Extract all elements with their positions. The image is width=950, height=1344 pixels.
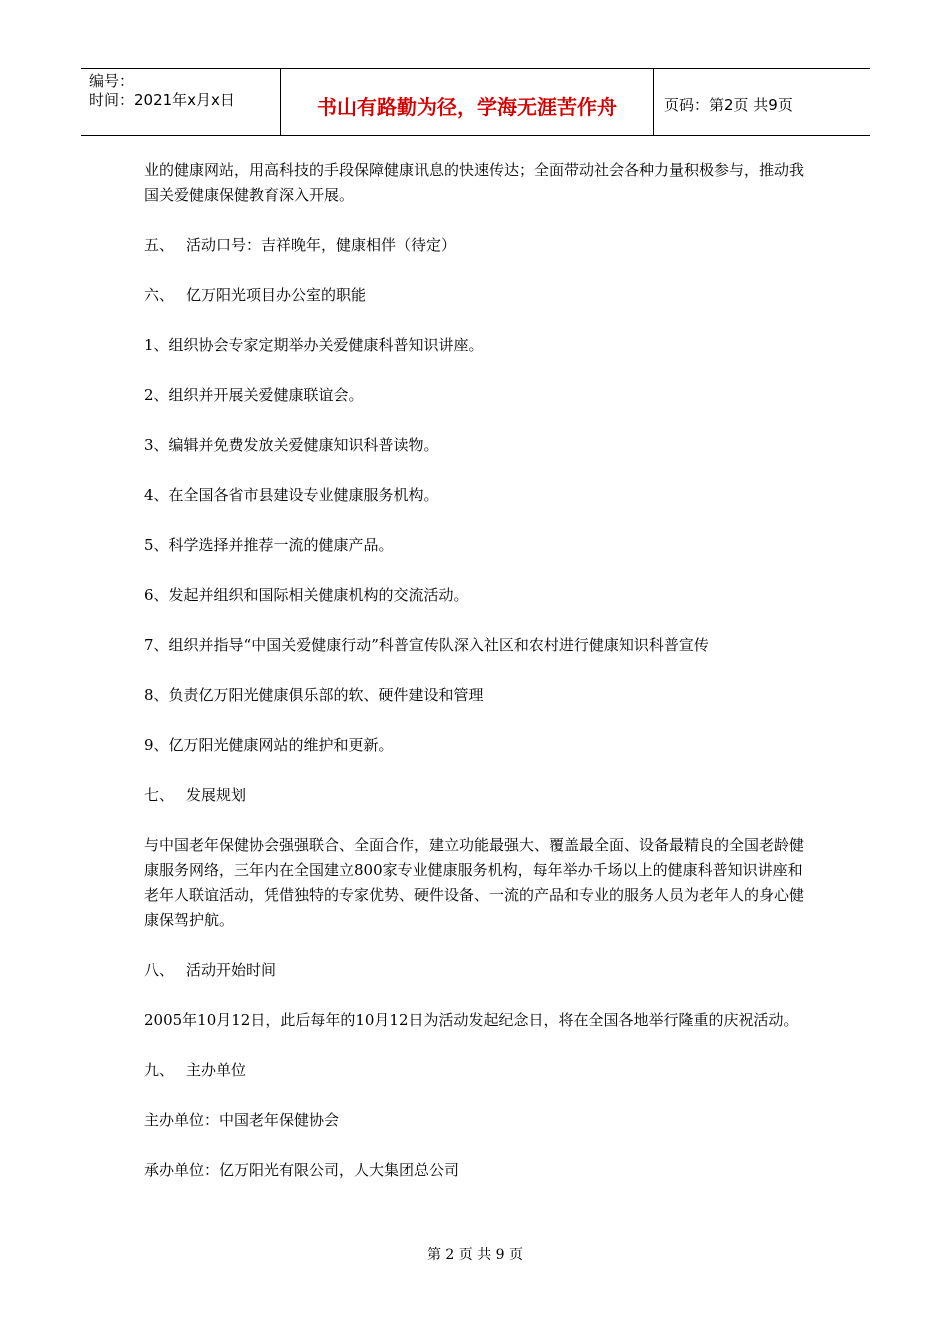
list-item: 5、科学选择并推荐一流的健康产品。 (144, 536, 394, 554)
page-footer: 第 2 页 共 9 页 (426, 1247, 524, 1263)
header-page-info: 页码：第2页 共9页 (664, 95, 793, 114)
organizer-line: 主办单位：中国老年保健协会 (144, 1111, 340, 1129)
section-7-heading (144, 783, 810, 808)
section-7-body: 与中国老年保健协会强强联合、全面合作，建立功能最强大、覆盖最全面、设备最精良的全国老龄健康服务网络，三年内在全国建立800家专业健康服务机构，每年举办千场以上的健康科普知识讲座和老年人联谊活动，凭借独特的专家优势、硬件设备、一流的产品和专业的服务人员为老年人的身心健康保驾护航。 (144, 836, 805, 929)
section-8-heading (144, 958, 810, 983)
list-item: 3、编辑并免费发放关爱健康知识科普读物。 (144, 436, 439, 454)
list-item: 2、组织并开展关爱健康联谊会。 (144, 386, 364, 404)
section-8-body: 2005年10月12日，此后每年的10月12日为活动发起纪念日，将在全国各地举行隆重的庆祝活动。 (144, 1011, 799, 1029)
co-organizer-line: 承办单位：亿万阳光有限公司，人大集团总公司 (144, 1161, 460, 1179)
section-6-heading (144, 283, 810, 308)
header-meta (81, 69, 281, 135)
section-5-heading (144, 233, 810, 258)
section-number: 六、 (144, 286, 175, 304)
section-title: 主办单位 (186, 1061, 247, 1079)
section-number: 七、 (144, 786, 175, 804)
list-item: 1、组织协会专家定期举办关爱健康科普知识讲座。 (144, 336, 484, 354)
list-item: 8、负责亿万阳光健康俱乐部的软、硬件建设和管理 (144, 686, 484, 704)
section-title: 活动开始时间 (186, 961, 277, 979)
section-number: 五、 (144, 236, 175, 254)
intro-paragraph: 业的健康网站，用高科技的手段保障健康讯息的快速传达；全面带动社会各种力量积极参与，推动我国关爱健康保健教育深入开展。 (144, 161, 805, 204)
list-item: 6、发起并组织和国际相关健康机构的交流活动。 (144, 586, 469, 604)
document-header (81, 68, 870, 136)
section-title: 发展规划 (186, 786, 247, 804)
header-motto: 书山有路勤为径，学海无涯苦作舟 (281, 69, 654, 135)
section-number: 九、 (144, 1061, 175, 1079)
list-item: 4、在全国各省市县建设专业健康服务机构。 (144, 486, 439, 504)
list-item: 7、组织并指导“中国关爱健康行动”科普宣传队深入社区和农村进行健康知识科普宣传 (144, 636, 709, 654)
document-body (144, 158, 810, 1208)
time-label: 时间：2021年x月x日 (89, 91, 235, 109)
section-number: 八、 (144, 961, 175, 979)
number-label: 编号： (89, 72, 135, 90)
section-9-heading (144, 1058, 810, 1083)
list-item: 9、亿万阳光健康网站的维护和更新。 (144, 736, 394, 754)
section-title: 活动口号：吉祥晚年，健康相伴（待定） (186, 236, 457, 254)
section-title: 亿万阳光项目办公室的职能 (186, 286, 367, 304)
